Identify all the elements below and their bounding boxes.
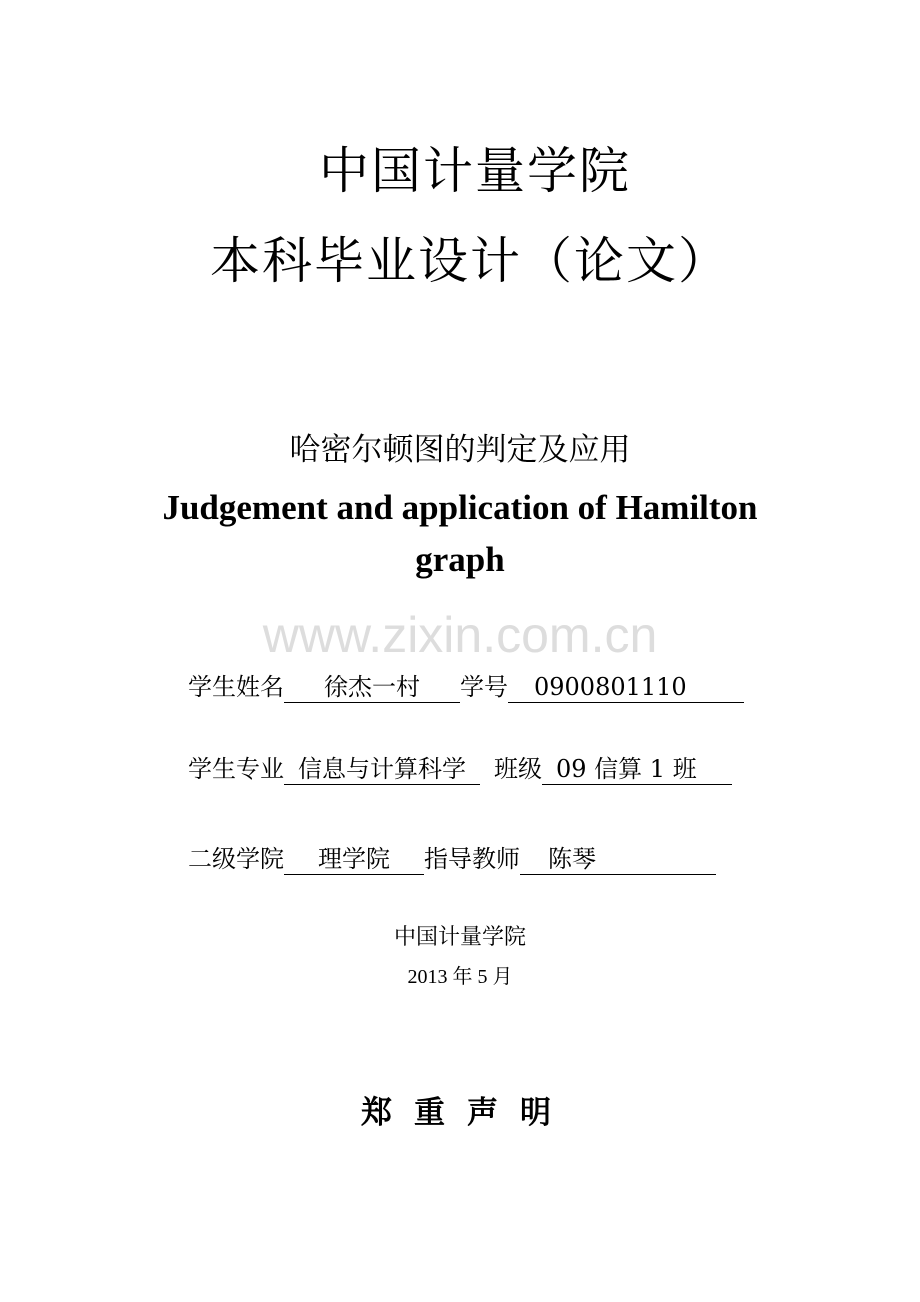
college-info-row xyxy=(188,842,716,876)
document-type: 本科毕业设计（论文） xyxy=(210,232,730,290)
college-label: 二级学院 xyxy=(188,845,284,873)
student-id-value: 0900801110 xyxy=(508,672,744,703)
student-id-label: 学号 xyxy=(460,673,508,701)
college-value: 理学院 xyxy=(284,844,424,875)
advisor-value: 陈琴 xyxy=(520,844,716,875)
advisor-label: 指导教师 xyxy=(424,845,520,873)
thesis-title-en-line1: Judgement and application of Hamilton xyxy=(162,488,758,527)
major-value: 信息与计算科学 xyxy=(284,754,480,785)
watermark-text: www.zixin.com.cn xyxy=(262,607,658,663)
major-label: 学生专业 xyxy=(188,755,284,783)
student-name-value: 徐杰一村 xyxy=(284,672,460,703)
major-info-row xyxy=(188,752,732,786)
footer-organization: 中国计量学院 xyxy=(393,925,526,950)
declaration-heading: 郑重声明 xyxy=(361,1095,573,1131)
student-name-label: 学生姓名 xyxy=(188,673,284,701)
class-value: 09 信算 1 班 xyxy=(542,754,732,785)
thesis-title-zh: 哈密尔顿图的判定及应用 xyxy=(289,432,631,468)
footer-date: 2013 年 5 月 xyxy=(407,966,513,988)
thesis-title-en-line2: graph xyxy=(415,540,505,579)
university-name: 中国计量学院 xyxy=(319,142,631,200)
student-info-row xyxy=(188,670,744,704)
class-label: 班级 xyxy=(494,755,542,783)
